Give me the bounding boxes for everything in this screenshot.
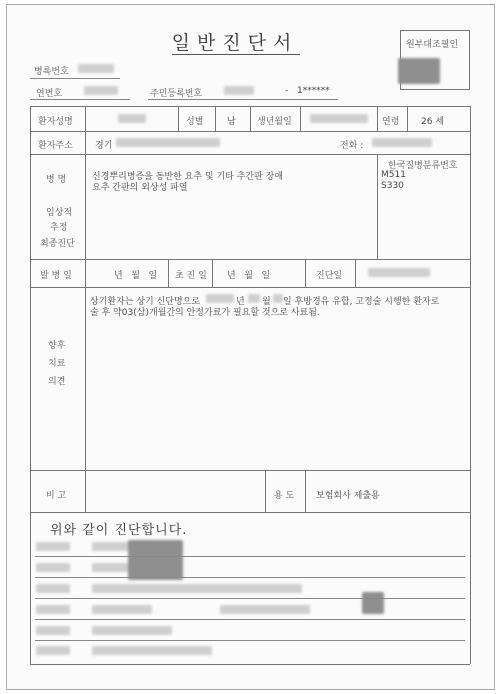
certification-statement: 위와 같이 진단합니다. bbox=[50, 523, 188, 538]
signature-underline bbox=[35, 619, 465, 620]
patient-name-label: 환자성명 bbox=[38, 117, 73, 127]
table-line bbox=[377, 106, 378, 131]
table-line bbox=[212, 259, 213, 287]
redacted-diagnosis-date bbox=[368, 268, 430, 277]
dob-label: 생년월일 bbox=[257, 117, 292, 127]
opinion-label-3: 의견 bbox=[48, 377, 66, 387]
table-line bbox=[355, 259, 356, 287]
resident-no-dash: - bbox=[285, 86, 289, 96]
redacted-address bbox=[116, 138, 220, 147]
underline bbox=[30, 78, 120, 79]
opinion-text-1c: 월 bbox=[262, 297, 271, 307]
table-line bbox=[30, 512, 470, 513]
underline bbox=[30, 99, 130, 100]
disease-name-label: 병 명 bbox=[46, 175, 67, 185]
resident-no-label: 주민등록번호 bbox=[150, 89, 203, 99]
phone-label: 전화 : bbox=[340, 141, 364, 151]
clinical-estimate-label-2: 추정 bbox=[50, 223, 68, 233]
table-line bbox=[30, 131, 470, 132]
resident-no-suffix: 1****** bbox=[297, 86, 330, 96]
opinion-text-2: 술 후 약03(삼)개월간의 안정가료가 필요할 것으로 사료됨. bbox=[90, 308, 320, 318]
redacted-surgery-month bbox=[248, 294, 260, 303]
serial-no-label: 연번호 bbox=[36, 89, 63, 99]
table-line bbox=[168, 259, 169, 287]
table-line bbox=[30, 287, 470, 288]
table-line bbox=[250, 106, 251, 131]
redacted-field-value bbox=[92, 626, 172, 635]
table-line bbox=[407, 106, 408, 131]
signature-underline bbox=[35, 598, 465, 599]
redacted-surgery-day bbox=[273, 294, 283, 303]
opinion-label-2: 치료 bbox=[48, 359, 66, 369]
redacted-field-value bbox=[220, 605, 310, 614]
signature-underline bbox=[35, 556, 465, 557]
redacted-doctor-seal bbox=[362, 592, 384, 614]
first-visit-value: 년 월 일 bbox=[227, 271, 271, 281]
onset-date-label: 발 병 일 bbox=[40, 271, 72, 281]
table-line bbox=[30, 259, 470, 260]
diagnosis-date-label: 진단일 bbox=[316, 271, 343, 281]
usage-label: 용 도 bbox=[274, 491, 295, 501]
opinion-text-1a: 상기환자는 상기 신단명으로 bbox=[90, 297, 201, 307]
redacted-patient-name bbox=[118, 114, 146, 123]
redacted-surgery-year bbox=[206, 294, 234, 303]
redacted-field-label bbox=[36, 646, 70, 655]
underline bbox=[148, 99, 338, 100]
redacted-stamp bbox=[398, 58, 440, 84]
redacted-field-label bbox=[36, 605, 70, 614]
table-line bbox=[300, 106, 301, 131]
table-line bbox=[30, 664, 470, 665]
redacted-field-label bbox=[36, 626, 70, 635]
table-line bbox=[215, 106, 216, 131]
age-value: 26 세 bbox=[421, 117, 445, 127]
age-label: 연령 bbox=[382, 117, 400, 127]
kcd-code-1: M511 bbox=[381, 170, 406, 180]
redacted-field-label bbox=[36, 563, 70, 572]
label-column-divider bbox=[85, 106, 86, 512]
remarks-label: 비 고 bbox=[46, 491, 67, 501]
opinion-text-1d: 일 후방경유 유합, 고정술 시행한 환자로 bbox=[283, 297, 440, 307]
redacted-serial-no bbox=[84, 86, 118, 95]
redacted-field-label bbox=[36, 584, 70, 593]
stamp-label: 원부대조필인 bbox=[406, 40, 459, 50]
kcd-code-2: S330 bbox=[381, 181, 404, 191]
table-line bbox=[377, 154, 378, 259]
kcd-label: 한국질병분류번호 bbox=[388, 161, 458, 171]
sex-label: 성별 bbox=[186, 117, 204, 127]
table-border-right bbox=[470, 106, 471, 664]
address-value: 경기 bbox=[95, 141, 113, 151]
redacted-phone bbox=[372, 138, 432, 147]
sex-value: 남 bbox=[227, 117, 236, 127]
table-line bbox=[178, 106, 179, 131]
redacted-resident-no bbox=[224, 86, 254, 95]
opinion-label-1: 향후 bbox=[48, 341, 66, 351]
diagnosis-line-2: 요추 간판의 외상성 파열 bbox=[92, 183, 188, 193]
table-line bbox=[30, 154, 470, 155]
address-label: 환자주소 bbox=[38, 141, 73, 151]
redacted-dob bbox=[310, 114, 368, 123]
clinical-estimate-label-1: 임상적 bbox=[46, 208, 73, 218]
title-underline bbox=[172, 54, 300, 55]
redacted-field-value bbox=[92, 584, 302, 593]
final-diagnosis-label: 최종진단 bbox=[40, 239, 75, 249]
signature-underline bbox=[35, 640, 465, 641]
table-line bbox=[305, 470, 306, 512]
table-line bbox=[30, 470, 470, 471]
opinion-text-1b: 년 bbox=[236, 297, 245, 307]
registration-no-label: 병록번호 bbox=[34, 67, 69, 77]
document-title: 일반진단서 bbox=[171, 32, 299, 54]
diagnosis-line-1: 신경뿌리병증을 동반한 요추 및 기타 추간판 장애 bbox=[92, 172, 284, 182]
redacted-registration-no bbox=[78, 64, 114, 73]
usage-value: 보험회사 제출용 bbox=[316, 491, 380, 501]
table-border-left bbox=[30, 106, 31, 664]
redacted-hospital-seal bbox=[128, 540, 183, 580]
redacted-field-value bbox=[92, 646, 212, 655]
signature-underline bbox=[35, 577, 465, 578]
redacted-field-label bbox=[36, 542, 70, 551]
onset-date-value: 년 월 일 bbox=[114, 271, 158, 281]
table-line bbox=[305, 259, 306, 287]
redacted-field-value bbox=[92, 605, 152, 614]
table-line bbox=[265, 470, 266, 512]
first-visit-label: 초 진 일 bbox=[175, 271, 207, 281]
